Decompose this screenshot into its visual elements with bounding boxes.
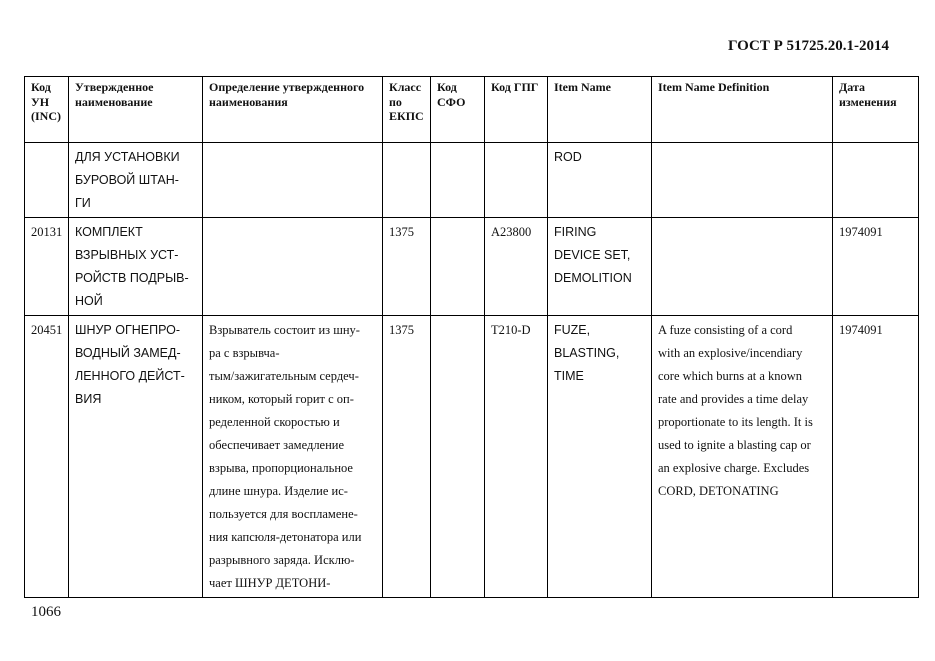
item-name-line: TIME <box>554 369 584 383</box>
cell-class: 1375 <box>383 316 431 598</box>
definition-line: ником, который горит с оп- <box>209 392 354 406</box>
col-header-definition: Определение утвержденного наименования <box>203 77 383 143</box>
cell-fiig: T210-D <box>485 316 548 598</box>
name-line: КОМПЛЕКТ <box>75 225 143 239</box>
cell-approved-name <box>69 143 203 218</box>
cell-fiig: A23800 <box>485 218 548 316</box>
table-header-row <box>25 77 919 143</box>
col-header-fiig: Код ГПГ <box>485 77 548 143</box>
definition-en-line: CORD, DETONATING <box>658 484 779 498</box>
definition-line: ределенной скоростью и <box>209 415 340 429</box>
cell-item-name-definition <box>652 143 833 218</box>
definition-line: ния капсюля-детонатора или <box>209 530 362 544</box>
cell-approved-name <box>69 316 203 598</box>
table-row <box>25 218 919 316</box>
cell-class: 1375 <box>383 218 431 316</box>
item-name-line: BLASTING, <box>554 346 620 360</box>
cell-definition <box>203 143 383 218</box>
name-line: ШНУР ОГНЕПРО- <box>75 323 181 337</box>
col-header-change-date: Дата изменения <box>833 77 919 143</box>
name-line: ДЛЯ УСТАНОВКИ <box>75 150 180 164</box>
name-line: БУРОВОЙ ШТАН- <box>75 173 179 187</box>
definition-line: разрывного заряда. Исклю- <box>209 553 355 567</box>
definition-line: тым/зажигательным сердеч- <box>209 369 359 383</box>
table-row <box>25 143 919 218</box>
definition-en-line: proportionate to its length. It is <box>658 415 813 429</box>
document-standard-number: ГОСТ Р 51725.20.1-2014 <box>727 38 889 54</box>
item-name-line: ROD <box>554 150 582 164</box>
definition-line: Взрыватель состоит из шну- <box>209 323 360 337</box>
item-name-line: DEMOLITION <box>554 271 632 285</box>
table-row <box>25 316 919 598</box>
definition-line: чает ШНУР ДЕТОНИ- <box>209 576 331 590</box>
cell-sfo <box>431 218 485 316</box>
col-header-item-name: Item Name <box>548 77 652 143</box>
item-name-line: DEVICE SET, <box>554 248 631 262</box>
definition-line: обеспечивает замедление <box>209 438 345 452</box>
name-line: ВИЯ <box>75 392 102 406</box>
item-name-line: FUZE, <box>554 323 591 337</box>
col-header-class: Класс по ЕКПС <box>383 77 431 143</box>
cell-definition <box>203 316 383 598</box>
cell-item-name <box>548 143 652 218</box>
cell-item-name <box>548 316 652 598</box>
name-line: ВЗРЫВНЫХ УСТ- <box>75 248 179 262</box>
cell-inc <box>25 143 69 218</box>
classification-table <box>24 76 919 598</box>
item-name-line: FIRING <box>554 225 597 239</box>
cell-class <box>383 143 431 218</box>
col-header-inc: Код УН (INC) <box>25 77 69 143</box>
cell-approved-name <box>69 218 203 316</box>
name-line: РОЙСТВ ПОДРЫВ- <box>75 271 189 285</box>
cell-sfo <box>431 316 485 598</box>
col-header-approved-name: Утвержденное наименование <box>69 77 203 143</box>
name-line: ЛЕННОГО ДЕЙСТ- <box>75 369 185 383</box>
name-line: ВОДНЫЙ ЗАМЕД- <box>75 346 181 360</box>
cell-definition <box>203 218 383 316</box>
definition-line: взрыва, пропорциональное <box>209 461 353 475</box>
definition-en-line: core which burns at a known <box>658 369 803 383</box>
cell-change-date: 1974091 <box>833 316 919 598</box>
cell-item-name <box>548 218 652 316</box>
definition-en-line: an explosive charge. Excludes <box>658 461 810 475</box>
cell-fiig <box>485 143 548 218</box>
cell-change-date: 1974091 <box>833 218 919 316</box>
col-header-sfo: Код СФО <box>431 77 485 143</box>
definition-line: пользуется для воспламене- <box>209 507 358 521</box>
definition-en-line: with an explosive/incendiary <box>658 346 803 360</box>
definition-en-line: A fuze consisting of a cord <box>658 323 793 337</box>
definition-line: ра с взрывча- <box>209 346 280 360</box>
definition-line: длине шнура. Изделие ис- <box>209 484 348 498</box>
cell-item-name-definition <box>652 218 833 316</box>
definition-en-line: rate and provides a time delay <box>658 392 809 406</box>
name-line: ГИ <box>75 196 91 210</box>
cell-inc: 20131 <box>25 218 69 316</box>
page-number: 1066 <box>31 604 61 620</box>
cell-item-name-definition <box>652 316 833 598</box>
cell-change-date <box>833 143 919 218</box>
cell-inc: 20451 <box>25 316 69 598</box>
name-line: НОЙ <box>75 294 103 308</box>
definition-en-line: used to ignite a blasting cap or <box>658 438 811 452</box>
cell-sfo <box>431 143 485 218</box>
col-header-item-name-definition: Item Name Definition <box>652 77 833 143</box>
